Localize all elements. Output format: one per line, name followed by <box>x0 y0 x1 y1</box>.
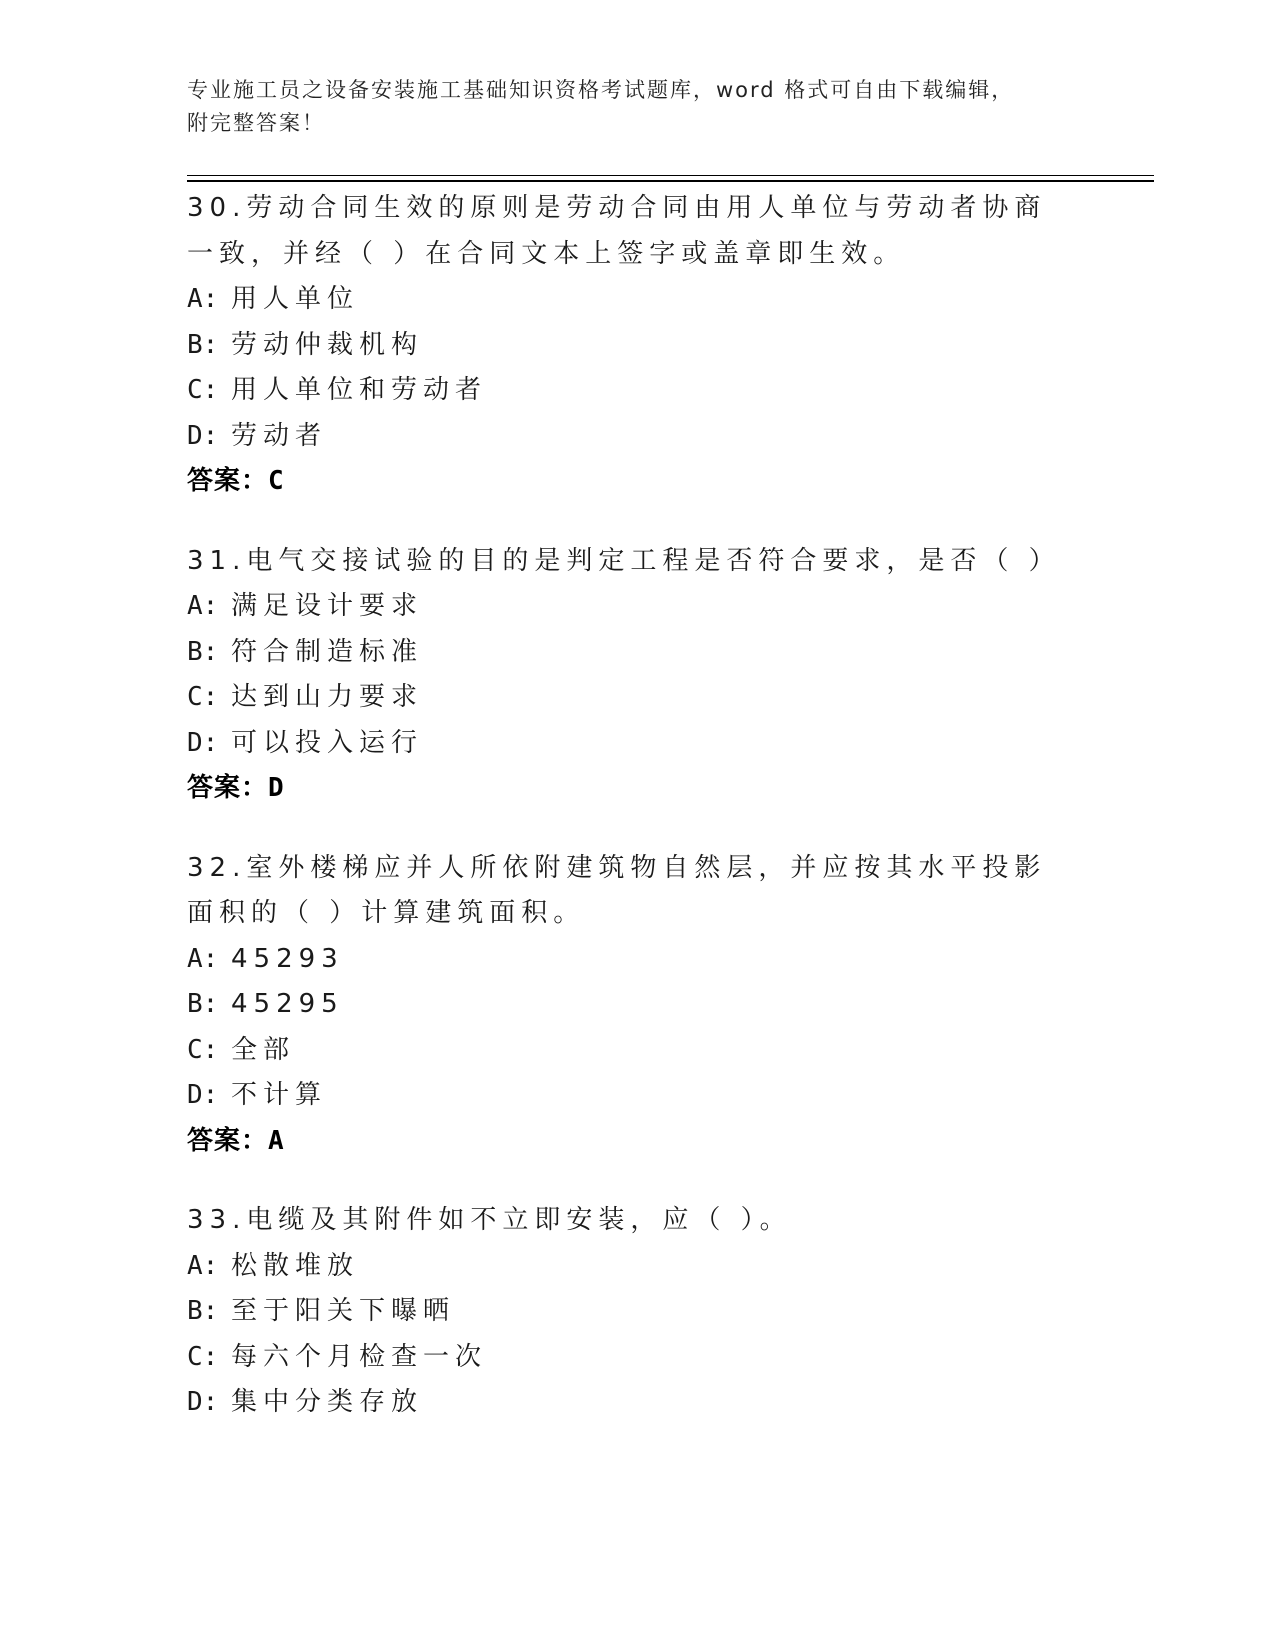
answer-line <box>187 1119 1087 1165</box>
question-text <box>187 846 1067 937</box>
answer-value: D <box>268 773 285 803</box>
option-b <box>187 323 1087 369</box>
question-stem: 电缆及其附件如不立即安装，应（ ）。 <box>246 1205 792 1235</box>
option-text: 可以投入运行 <box>231 727 424 758</box>
question-stem: 劳动合同生效的原则是劳动合同由用人单位与劳动者协商一致，并经（ ）在合同文本上签字或盖章即生效。 <box>187 193 1047 269</box>
option-b <box>187 982 1087 1028</box>
option-text: 劳动者 <box>231 420 328 451</box>
question-number: 33. <box>187 1205 247 1235</box>
document-header <box>187 74 1067 140</box>
option-text: 全部 <box>231 1034 296 1065</box>
option-text: 用人单位和劳动者 <box>231 375 488 405</box>
option-c <box>187 1028 1087 1074</box>
question-number: 30. <box>187 193 247 223</box>
option-label: C: <box>187 375 219 405</box>
option-d <box>187 1073 1087 1119</box>
option-a <box>187 277 1087 323</box>
option-label: A: <box>187 284 219 314</box>
option-text: 45293 <box>231 943 344 974</box>
option-text: 集中分类存放 <box>231 1387 424 1417</box>
option-c <box>187 368 1087 414</box>
option-label: D: <box>187 727 219 758</box>
answer-line <box>187 766 1087 812</box>
option-b <box>187 630 1087 676</box>
question-30 <box>187 186 1087 505</box>
option-c <box>187 1335 1087 1381</box>
question-text <box>187 186 1067 277</box>
option-label: D: <box>187 1080 219 1110</box>
question-number: 32. <box>187 852 247 883</box>
option-label: A: <box>187 1250 219 1281</box>
option-text: 至于阳关下曝晒 <box>231 1296 456 1326</box>
option-d <box>187 1380 1087 1426</box>
option-a <box>187 1244 1087 1290</box>
option-label: B: <box>187 1296 219 1326</box>
option-label: B: <box>187 329 219 360</box>
option-label: B: <box>187 636 219 667</box>
option-d <box>187 414 1087 460</box>
option-text: 符合制造标准 <box>231 636 424 667</box>
option-label: D: <box>187 420 219 451</box>
option-text: 劳动仲裁机构 <box>231 329 424 360</box>
answer-label: 答案： <box>187 773 269 803</box>
answer-line <box>187 459 1087 505</box>
option-text: 达到山力要求 <box>231 682 424 712</box>
question-33 <box>187 1198 1087 1426</box>
question-stem: 室外楼梯应并人所依附建筑物自然层，并应按其水平投影面积的（ ）计算建筑面积。 <box>187 852 1047 928</box>
option-text: 每六个月检查一次 <box>231 1341 488 1372</box>
question-text <box>187 539 1067 585</box>
option-text: 用人单位 <box>231 284 360 314</box>
question-number: 31. <box>187 545 247 576</box>
header-line-1: 专业施工员之设备安装施工基础知识资格考试题库，word 格式可自由下载编辑， <box>187 78 1015 102</box>
option-text: 松散堆放 <box>231 1250 360 1281</box>
option-label: D: <box>187 1387 219 1417</box>
option-c <box>187 675 1087 721</box>
option-d <box>187 721 1087 767</box>
option-label: A: <box>187 591 219 621</box>
answer-label: 答案： <box>187 1125 269 1156</box>
option-a <box>187 937 1087 983</box>
option-a <box>187 584 1087 630</box>
option-label: A: <box>187 943 219 974</box>
answer-value: A <box>268 1125 285 1156</box>
header-rule-bottom <box>187 180 1154 182</box>
header-rule-top <box>187 175 1154 176</box>
option-b <box>187 1289 1087 1335</box>
question-32 <box>187 846 1087 1165</box>
answer-value: C <box>268 466 285 496</box>
option-label: C: <box>187 1034 219 1065</box>
option-text: 满足设计要求 <box>231 591 424 621</box>
option-label: B: <box>187 989 219 1019</box>
question-31 <box>187 539 1087 812</box>
question-list <box>187 186 1087 1460</box>
answer-label: 答案： <box>187 466 269 496</box>
question-text <box>187 1198 1067 1244</box>
option-label: C: <box>187 1341 219 1372</box>
option-text: 不计算 <box>231 1080 328 1110</box>
option-label: C: <box>187 682 219 712</box>
option-text: 45295 <box>231 989 344 1019</box>
question-stem: 电气交接试验的目的是判定工程是否符合要求，是否（ ） <box>246 545 1061 576</box>
header-line-2: 附完整答案！ <box>187 111 325 135</box>
